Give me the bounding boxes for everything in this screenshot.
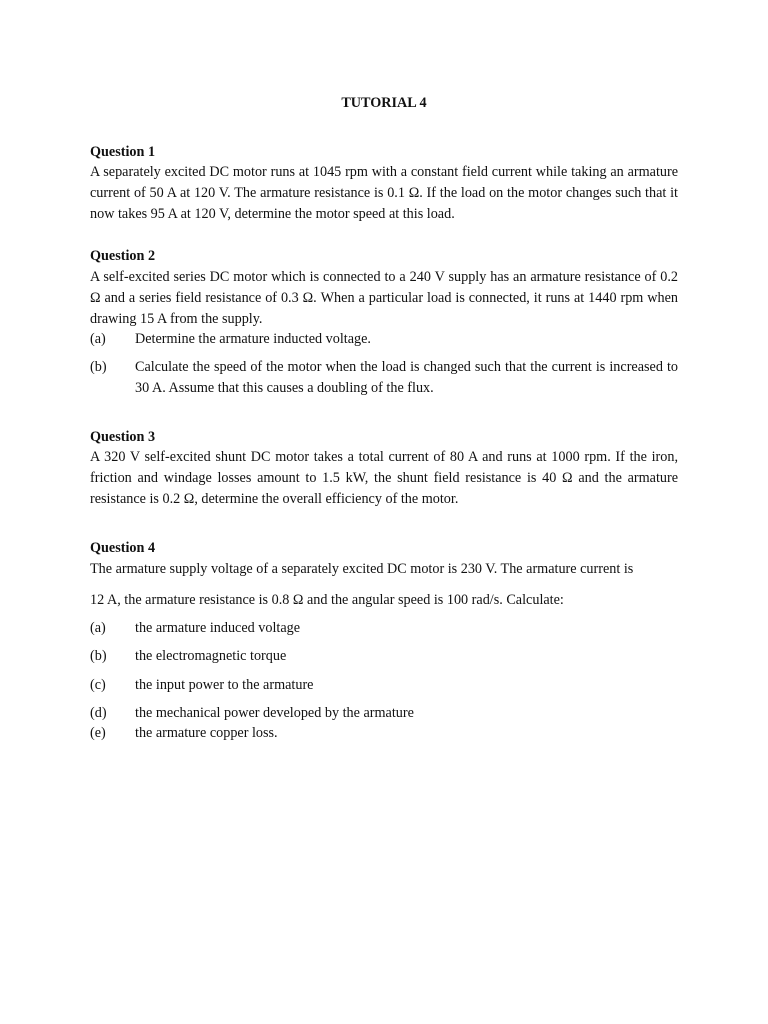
question-2-item-a xyxy=(90,329,678,350)
item-text: Determine the armature inducted voltage. xyxy=(135,331,371,347)
item-text: the electromagnetic torque xyxy=(135,648,287,664)
question-4-body-line-1: The armature supply voltage of a separately excited DC motor is 230 V. The armature current is xyxy=(90,561,634,577)
question-4-body-line-2: 12 A, the armature resistance is 0.8 Ω and the angular speed is 100 rad/s. Calculate: xyxy=(90,592,564,608)
item-label: (a) xyxy=(90,620,106,636)
question-4-item-b xyxy=(90,646,678,667)
question-2-heading: Question 2 xyxy=(90,248,156,264)
item-label: (c) xyxy=(90,677,106,693)
item-text: Calculate the speed of the motor when the load is changed such that the current is increased to 30 A. Assume that this causes a doubling of the flux. xyxy=(135,359,678,396)
item-label: (b) xyxy=(90,648,107,664)
question-1-heading: Question 1 xyxy=(90,144,156,160)
question-4-item-c xyxy=(90,675,678,696)
item-label: (d) xyxy=(90,705,107,721)
question-1-body: A separately excited DC motor runs at 1045 rpm with a constant field current while taking an armature current of 50 A at 120 V. The armature resistance is 0.1 Ω. If the load on the motor changes such that it now takes 95 A at 120 V, determine the motor speed at this load. xyxy=(90,164,678,222)
question-4-item-d xyxy=(90,703,678,724)
item-label: (e) xyxy=(90,725,106,741)
question-2-item-b xyxy=(90,357,678,399)
item-text: the mechanical power developed by the armature xyxy=(135,705,414,721)
page-title: TUTORIAL 4 xyxy=(341,95,427,111)
question-4-item-e xyxy=(90,723,678,744)
item-label: (a) xyxy=(90,331,106,347)
item-text: the armature copper loss. xyxy=(135,725,278,741)
question-3-body: A 320 V self-excited shunt DC motor takes a total current of 80 A and runs at 1000 rpm. If the iron, friction and windage losses amount to 1.5 kW, the shunt field resistance is 40 Ω and the armature resistance is 0.2 Ω, determine the overall efficiency of the motor. xyxy=(90,449,678,507)
item-label: (b) xyxy=(90,359,107,375)
item-text: the input power to the armature xyxy=(135,677,314,693)
question-4-heading: Question 4 xyxy=(90,540,156,556)
question-2-body: A self-excited series DC motor which is connected to a 240 V supply has an armature resistance of 0.2 Ω and a series field resistance of 0.3 Ω. When a particular load is connected, it runs at 1440 rpm when drawing 15 A from the supply. xyxy=(90,269,678,327)
question-3-heading: Question 3 xyxy=(90,429,156,445)
item-text: the armature induced voltage xyxy=(135,620,301,636)
question-4-item-a xyxy=(90,618,678,639)
